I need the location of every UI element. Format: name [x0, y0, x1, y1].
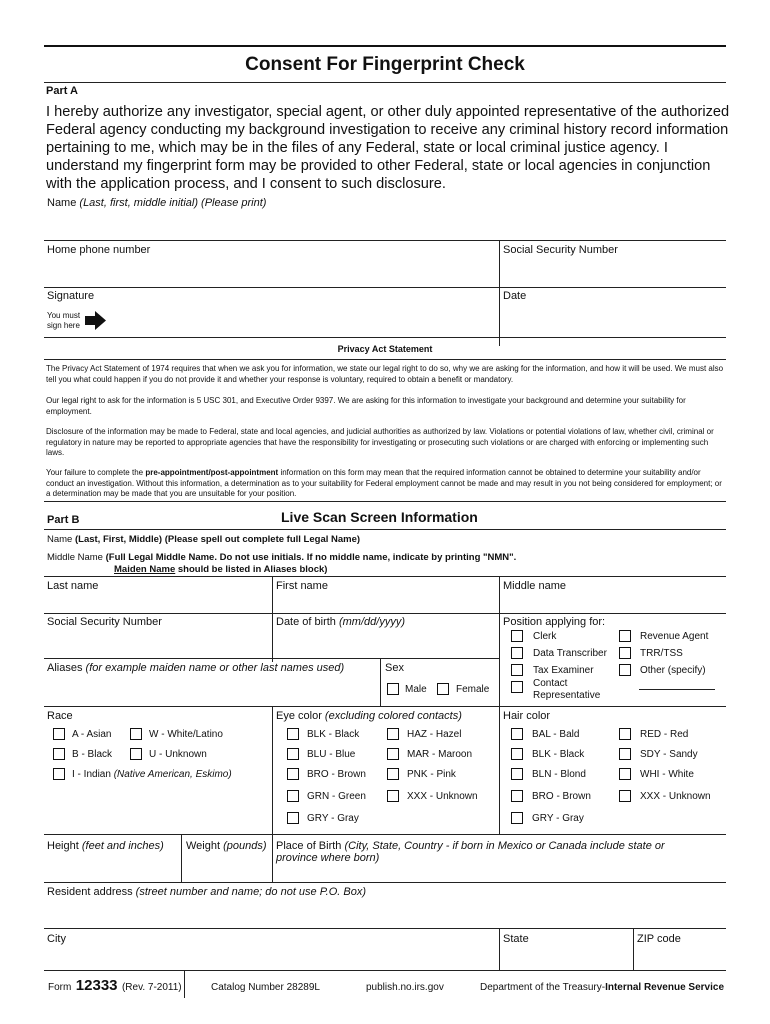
position-tax-examiner-checkbox[interactable]: [511, 664, 523, 676]
race-indian-checkbox[interactable]: [53, 768, 65, 780]
page-title: Consent For Fingerprint Check: [245, 54, 525, 75]
eye-gry-checkbox[interactable]: [287, 812, 299, 824]
hair-blk-checkbox[interactable]: [511, 748, 523, 760]
divider: [44, 928, 726, 929]
signature-field[interactable]: [112, 304, 496, 334]
position-data-transcriber-checkbox[interactable]: [511, 647, 523, 659]
eye-pnk-checkbox[interactable]: [387, 768, 399, 780]
hair-option: WHI - White: [640, 769, 694, 780]
position-option: Data Transcriber: [533, 648, 607, 659]
eye-option: PNK - Pink: [407, 769, 456, 780]
first-name-field[interactable]: [276, 594, 494, 612]
race-option: A - Asian: [72, 729, 112, 740]
arrow-right-icon: [85, 311, 106, 330]
hair-bal-checkbox[interactable]: [511, 728, 523, 740]
divider: [633, 928, 634, 970]
divider: [380, 658, 381, 706]
middle-name-instructions: Middle Name (Full Legal Middle Name. Do not use initials. If no middle name, indicate by printing "NMN".: [47, 552, 517, 563]
last-name-label: Last name: [47, 580, 99, 592]
hair-option: SDY - Sandy: [640, 749, 698, 760]
divider: [181, 834, 182, 882]
eye-option: XXX - Unknown: [407, 791, 478, 802]
position-contact-rep-checkbox[interactable]: [511, 681, 523, 693]
sex-option: Male: [405, 684, 427, 695]
position-option: Contact Representative: [533, 678, 601, 701]
race-asian-checkbox[interactable]: [53, 728, 65, 740]
address-field[interactable]: [46, 901, 724, 925]
city-label: City: [47, 933, 66, 945]
hair-xxx-checkbox[interactable]: [619, 790, 631, 802]
height-field[interactable]: [46, 856, 176, 878]
hair-option: XXX - Unknown: [640, 791, 711, 802]
divider: [44, 359, 726, 360]
privacy-paragraph: Your failure to complete the pre-appointment/post-appointment information on this form may mean that the required information cannot be obtained to determine your suitability and/or conduct an investigation. Without this information, a determination as to your suitability for Federal employment cannot be made and may result in you not being considered for employment; or a determination may be made that you are unsuitable for your position.: [46, 468, 722, 498]
position-option: Revenue Agent: [640, 631, 709, 642]
divider: [272, 706, 273, 834]
divider: [44, 82, 726, 83]
form-number: Form 12333 (Rev. 7-2011): [48, 977, 182, 994]
position-option: Clerk: [533, 631, 557, 642]
sex-female-checkbox[interactable]: [437, 683, 449, 695]
race-option: B - Black: [72, 749, 113, 760]
hair-sdy-checkbox[interactable]: [619, 748, 631, 760]
divider: [44, 501, 726, 502]
publish-url: publish.no.irs.gov: [366, 982, 444, 993]
divider: [44, 576, 726, 577]
privacy-paragraph: Disclosure of the information may be made to Federal, state and local agencies, and judicial authorities as authorized by law. Violations or potential violations of law, whether civil, criminal or regulatory in nature may be reported to appropriate agencies that have the responsibility for investigating or prosecuting such violations or are charged with enforcing or implementing such laws.: [46, 427, 714, 457]
divider: [44, 658, 500, 659]
aliases-label: Aliases (for example maiden name or other last names used): [47, 662, 345, 674]
aliases-field[interactable]: [46, 677, 376, 701]
ssn-label: Social Security Number: [503, 244, 618, 256]
maiden-name-instructions: Maiden Name should be listed in Aliases block): [114, 564, 328, 575]
place-of-birth-label: Place of Birth (City, State, Country - if born in Mexico or Canada include state or province where born): [276, 840, 665, 864]
divider: [44, 970, 726, 971]
eye-blk-checkbox[interactable]: [287, 728, 299, 740]
position-label: Position applying for:: [503, 616, 606, 628]
top-rule: [44, 45, 726, 47]
state-label: State: [503, 933, 529, 945]
privacy-paragraph: The Privacy Act Statement of 1974 requires that when we ask you for information, we state our legal right to do so, why we are asking for the information, and how it will be used. We must also tell you what could happen if you do not provide it and whether your response is voluntary, required to obtain a benefit or mandatory.: [46, 364, 724, 384]
divider: [499, 928, 500, 970]
eye-option: BLU - Blue: [307, 749, 356, 760]
eye-mar-checkbox[interactable]: [387, 748, 399, 760]
hair-option: BAL - Bald: [532, 729, 580, 740]
eye-option: MAR - Maroon: [407, 749, 473, 760]
ssn-field[interactable]: [503, 258, 723, 284]
hair-option: BLK - Black: [532, 749, 585, 760]
divider: [499, 240, 500, 346]
race-option: W - White/Latino: [149, 729, 223, 740]
name-field[interactable]: [46, 212, 724, 238]
divider: [500, 613, 726, 614]
consent-paragraph: I hereby authorize any investigator, special agent, or other duly appointed representative of the authorized Federal agency conducting my background investigation to receive any criminal history record information pertaining to me, which may be in the files of any Federal, state or local criminal justice agency. I understand my fingerprint form may be provided to other Federal, state or local agencies in conjunction with the application process, and I consent to such disclosure.: [46, 104, 730, 192]
race-label: Race: [47, 710, 73, 722]
weight-field[interactable]: [185, 856, 269, 878]
hair-option: GRY - Gray: [532, 813, 584, 824]
sex-option: Female: [456, 684, 490, 695]
eye-color-label: Eye color (excluding colored contacts): [276, 710, 462, 722]
name-instructions: Name (Last, First, Middle) (Please spell out complete full Legal Name): [47, 534, 361, 545]
place-of-birth-field[interactable]: [276, 866, 723, 880]
position-trr-tss-checkbox[interactable]: [619, 647, 631, 659]
other-specify-field[interactable]: [639, 689, 715, 690]
eye-option: GRN - Green: [307, 791, 366, 802]
position-clerk-checkbox[interactable]: [511, 630, 523, 642]
part-a-heading: Part A: [46, 85, 78, 97]
home-phone-field[interactable]: [46, 258, 496, 284]
hair-bln-checkbox[interactable]: [511, 768, 523, 780]
position-revenue-agent-checkbox[interactable]: [619, 630, 631, 642]
race-option: U - Unknown: [149, 749, 207, 760]
hair-option: BLN - Blond: [532, 769, 586, 780]
live-scan-heading: Live Scan Screen Information: [281, 509, 478, 525]
date-label: Date: [503, 290, 527, 302]
hair-bro-checkbox[interactable]: [511, 790, 523, 802]
eye-blu-checkbox[interactable]: [287, 748, 299, 760]
eye-option: GRY - Gray: [307, 813, 359, 824]
hair-color-label: Hair color: [503, 710, 551, 722]
eye-grn-checkbox[interactable]: [287, 790, 299, 802]
sex-male-checkbox[interactable]: [387, 683, 399, 695]
sign-here-note: You must sign here: [47, 311, 81, 330]
position-option: TRR/TSS: [640, 648, 683, 659]
middle-name-field[interactable]: [503, 594, 723, 612]
ssn-field[interactable]: [46, 631, 268, 655]
divider: [272, 576, 273, 662]
race-black-checkbox[interactable]: [53, 748, 65, 760]
eye-haz-checkbox[interactable]: [387, 728, 399, 740]
divider: [184, 970, 185, 998]
weight-label: Weight (pounds): [186, 840, 267, 852]
privacy-heading: Privacy Act Statement: [337, 344, 433, 354]
state-field[interactable]: [503, 948, 628, 968]
position-other-checkbox[interactable]: [619, 664, 631, 676]
height-label: Height (feet and inches): [47, 840, 164, 852]
hair-red-checkbox[interactable]: [619, 728, 631, 740]
privacy-paragraph: Our legal right to ask for the information is 5 USC 301, and Executive Order 9397. We are asking for this information to investigate your background and determine your suitability for employment.: [46, 396, 686, 416]
divider: [44, 287, 726, 288]
catalog-number: Catalog Number 28289L: [211, 982, 320, 993]
eye-option: HAZ - Hazel: [407, 729, 462, 740]
department: Department of the Treasury-Internal Revenue Service: [480, 982, 725, 993]
divider: [44, 882, 726, 883]
last-name-field[interactable]: [46, 594, 268, 612]
position-option: Tax Examiner: [533, 665, 594, 676]
hair-whi-checkbox[interactable]: [619, 768, 631, 780]
eye-option: BRO - Brown: [307, 769, 366, 780]
signature-label: Signature: [47, 290, 95, 302]
hair-option: BRO - Brown: [532, 791, 591, 802]
dob-field[interactable]: [276, 631, 494, 655]
divider: [44, 529, 726, 530]
middle-name-label: Middle name: [503, 580, 566, 592]
address-label: Resident address (street number and name; do not use P.O. Box): [47, 886, 366, 898]
divider: [272, 834, 273, 882]
divider: [44, 240, 726, 241]
date-field[interactable]: [503, 304, 723, 334]
name-field-label: Name (Last, first, middle initial) (Please print): [47, 197, 267, 209]
divider: [44, 706, 726, 707]
hair-option: RED - Red: [640, 729, 689, 740]
zip-field[interactable]: [637, 948, 723, 968]
position-option: Other (specify): [640, 665, 706, 676]
eye-xxx-checkbox[interactable]: [387, 790, 399, 802]
zip-label: ZIP code: [637, 933, 681, 945]
divider: [44, 834, 726, 835]
dob-label: Date of birth (mm/dd/yyyy): [276, 616, 405, 628]
sex-label: Sex: [385, 662, 404, 674]
eye-bro-checkbox[interactable]: [287, 768, 299, 780]
home-phone-label: Home phone number: [47, 244, 151, 256]
first-name-label: First name: [276, 580, 328, 592]
divider: [44, 613, 500, 614]
part-b-heading: Part B: [47, 514, 80, 526]
hair-gry-checkbox[interactable]: [511, 812, 523, 824]
eye-option: BLK - Black: [307, 729, 360, 740]
city-field[interactable]: [46, 948, 496, 968]
race-white-checkbox[interactable]: [130, 728, 142, 740]
divider: [499, 576, 500, 706]
race-option: I - Indian (Native American, Eskimo): [72, 769, 232, 780]
race-unknown-checkbox[interactable]: [130, 748, 142, 760]
divider: [44, 337, 726, 338]
divider: [499, 706, 500, 834]
ssn-label: Social Security Number: [47, 616, 162, 628]
